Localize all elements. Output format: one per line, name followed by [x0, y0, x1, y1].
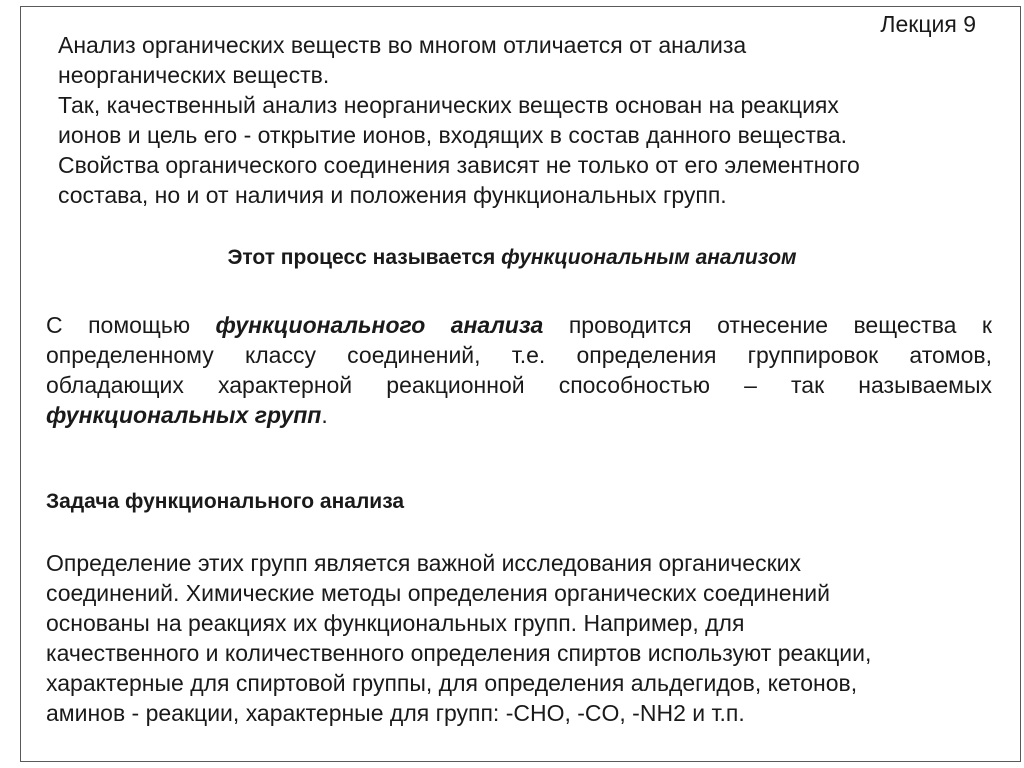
- intro-line: Так, качественный анализ неорганических веществ основан на реакциях: [58, 92, 839, 118]
- lecture-label: Лекция 9: [880, 11, 976, 37]
- func-line-2: определенному классу соединений, т.е. определения группировок атомов,: [46, 342, 992, 368]
- statement-term: функциональным анализом: [501, 246, 797, 269]
- functional-analysis-paragraph: [46, 310, 992, 430]
- statement-lead: Этот процесс называется: [227, 246, 502, 269]
- body-line: характерные для спиртовой группы, для определения альдегидов, кетонов,: [46, 670, 858, 696]
- func-line-3: обладающих характерной реакционной способностью – так называемых: [46, 372, 992, 398]
- intro-paragraph: [58, 30, 958, 210]
- func-line-1: [46, 310, 992, 340]
- intro-line: Анализ органических веществ во многом отличается от анализа: [58, 32, 747, 58]
- body-line: Определение этих групп является важной исследования органических: [46, 550, 801, 576]
- intro-line: неорганических веществ.: [58, 62, 330, 88]
- body-line: основаны на реакциях их функциональных групп. Например, для: [46, 610, 745, 636]
- body-line: качественного и количественного определения спиртов используют реакции,: [46, 640, 872, 666]
- func-line-1-pre: С помощью: [46, 312, 216, 338]
- body-line: соединений. Химические методы определения органических соединений: [46, 580, 830, 606]
- func-line-4: [46, 400, 992, 430]
- func-line-4-post: .: [321, 402, 328, 428]
- functional-analysis-statement: [0, 244, 1024, 272]
- intro-line: состава, но и от наличия и положения функциональных групп.: [58, 182, 727, 208]
- func-line-1-post: проводится отнесение вещества к: [543, 312, 992, 338]
- intro-line: ионов и цель его - открытие ионов, входящих в состав данного вещества.: [58, 122, 847, 148]
- task-heading: Задача функционального анализа: [46, 490, 405, 513]
- intro-line: Свойства органического соединения зависят не только от его элементного: [58, 152, 860, 178]
- body-line: аминов - реакции, характерные для групп: -CHO, -CO, -NH2 и т.п.: [46, 700, 745, 726]
- task-body-paragraph: [46, 548, 986, 728]
- func-line-4-term: функциональных групп: [46, 402, 322, 428]
- func-line-1-term: функционального анализа: [215, 312, 544, 338]
